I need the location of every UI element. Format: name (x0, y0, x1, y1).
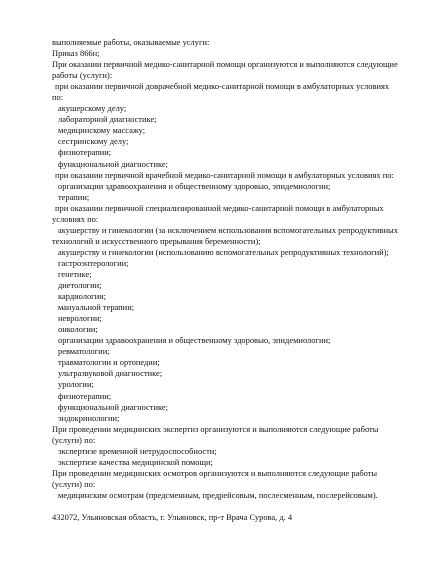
section-heading-examinations: При проведении медицинских осмотров организуются и выполняются следующие работы (52, 467, 378, 478)
list-item: сестринскому делу; (58, 136, 129, 147)
list-item: кардиологии; (58, 291, 107, 302)
section-heading-expertise: (услуги) по: (52, 434, 96, 445)
list-item: урологии; (58, 379, 94, 390)
list-item: медицинскому массажу; (58, 125, 146, 136)
list-item: акушерству и гинекологии (использованию вспомогательных репродуктивных технологий); (58, 246, 389, 257)
list-item: медицинским осмотрам (предсменным, предрейсовым, послесменным, послерейсовым). (58, 489, 378, 500)
list-item: акушерскому делу; (58, 103, 127, 114)
list-item: диетологии; (58, 280, 102, 291)
spacer (52, 501, 424, 512)
list-item: ультразвуковой диагностике; (58, 368, 163, 379)
list-item: организации здравоохранения и общественному здоровью, эпидемиологии; (58, 180, 331, 191)
section-heading-primary-care: работы (услуги): (52, 70, 113, 81)
list-item: акушерству и гинекологии (за исключением использования вспомогательных репродуктивных (58, 224, 398, 235)
list-item: физиотерапии; (58, 390, 112, 401)
list-item: травматологии и ортопедии; (58, 357, 160, 368)
list-item: гастроэнтерологии; (58, 257, 129, 268)
section-heading-primary-care: При оказании первичной медико-санитарной помощи организуются и выполняются следующие (52, 59, 398, 70)
list-item: лабораторной диагностике; (58, 114, 157, 125)
list-item: экспертизе временной нетрудоспособности; (58, 445, 217, 456)
subsection-heading-specialized: условиях по: (52, 213, 99, 224)
order-reference: Приказ 866н; (52, 48, 100, 59)
subsection-heading-pre-doctor: по: (52, 92, 64, 103)
list-item: терапии; (58, 191, 90, 202)
list-item: функциональной диагностике; (58, 401, 168, 412)
subsection-heading-doctor: при оказании первичной врачебной медико-санитарной помощи в амбулаторных условиях по: (55, 169, 394, 180)
section-heading-expertise: При проведении медицинских экспертиз организуются и выполняются следующие работы (52, 423, 379, 434)
document-body (52, 37, 424, 523)
address: 432072, Ульяновская область, г. Ульяновск, пр-т Врача Сурова, д. 4 (52, 511, 293, 522)
subsection-heading-specialized: при оказании первичной специализированной медико-санитарной помощи в амбулаторных (55, 202, 384, 213)
list-item: генетике; (58, 268, 92, 279)
list-item: физиотерапии; (58, 147, 112, 158)
list-item: организации здравоохранения и общественному здоровью, эпидемиологии; (58, 335, 331, 346)
list-item: мануальной терапии; (58, 302, 135, 313)
section-heading-examinations: (услуги) по: (52, 478, 96, 489)
list-item: онкологии; (58, 324, 98, 335)
list-item-continuation: технологий и искусственного прерывания беременности); (52, 235, 261, 246)
list-item: экспертизе качества медицинской помощи; (58, 456, 213, 467)
list-item: эндокринологии; (58, 412, 120, 423)
list-item: неврологии; (58, 313, 102, 324)
list-item: функциональной диагностике; (58, 158, 168, 169)
list-item: ревматологии; (58, 346, 110, 357)
subsection-heading-pre-doctor: при оказании первичной доврачебной медико-санитарной помощи в амбулаторных условиях (55, 81, 390, 92)
header-line: выполняемые работы, оказываемые услуги: (52, 37, 210, 47)
